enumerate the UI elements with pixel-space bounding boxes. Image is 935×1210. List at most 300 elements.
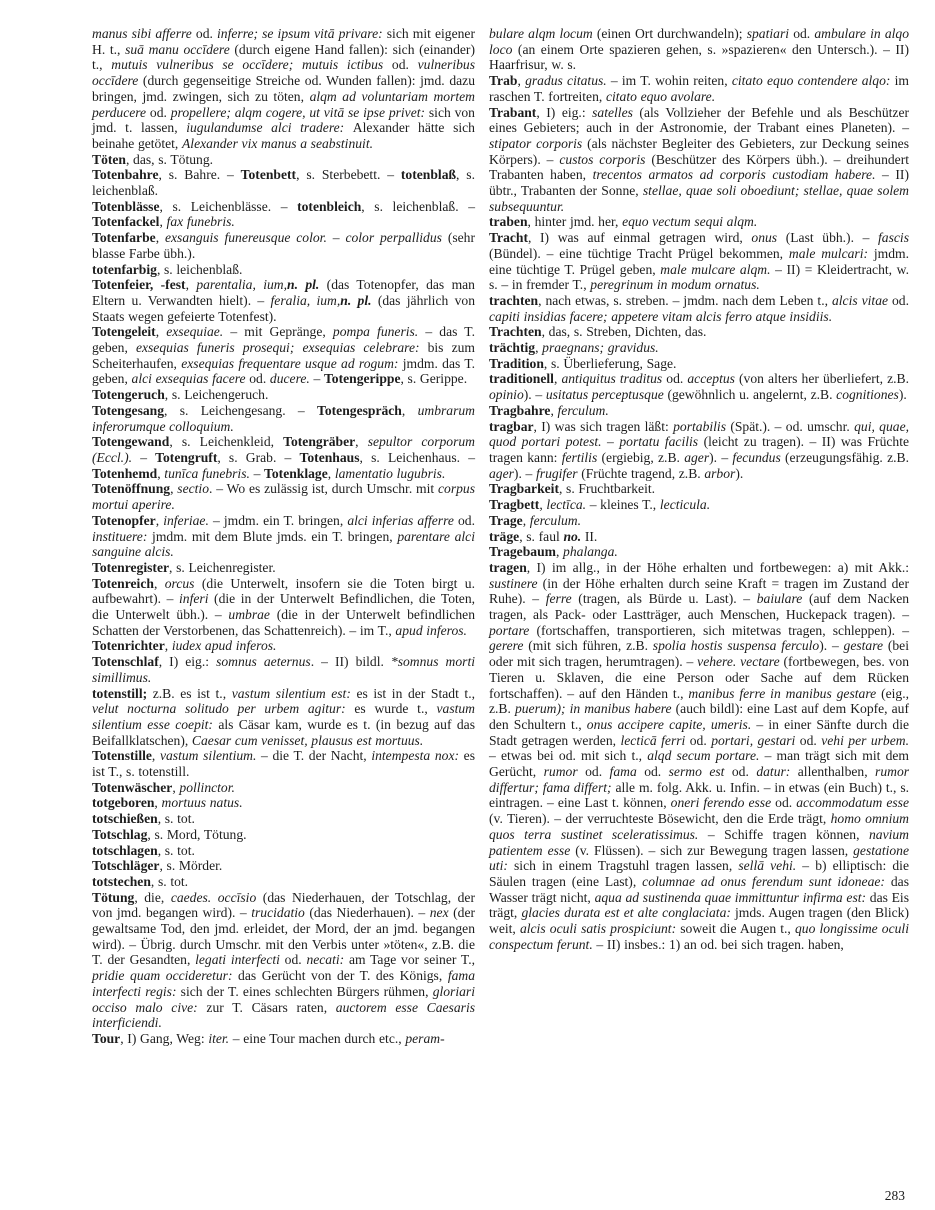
entry-text: citato equo contendere alqo: (731, 73, 895, 89)
dictionary-entry (92, 638, 475, 654)
dictionary-entry (92, 513, 475, 560)
entry-text: stellae, quae soli oboediunt; stellae, quae solem subsequuntur. (489, 183, 909, 214)
headword: Totenregister (92, 559, 170, 575)
entry-text: pridie quam occideretur: (92, 968, 239, 984)
headword: traben (489, 214, 528, 230)
entry-text: , (164, 638, 172, 654)
entry-text: , das, s. Streben, Dichten, das. (541, 324, 707, 340)
entry-text: legati interfecti (195, 952, 285, 968)
entry-text: – II) insbes.: 1) an od. bei sich tragen. haben, (596, 936, 844, 952)
entry-text: datur: (756, 764, 798, 780)
dictionary-entry (92, 262, 475, 278)
entry-text: caedes. occīsio (170, 889, 263, 905)
dictionary-entry (92, 403, 475, 434)
entry-text: (an einem Orte spazieren gehen, s. »spazieren« den Untersch.). – II) Haarfrisur, w. s. (489, 41, 909, 73)
dictionary-entry (92, 795, 475, 811)
entry-text: , (555, 544, 564, 560)
entry-text: sich der T. eines schlechten Bürgers rühmen, (180, 983, 433, 999)
dictionary-entry (489, 73, 909, 104)
entry-text: umbrarum inferorumque colloquium. (92, 402, 475, 434)
headword: Totenhemd (92, 465, 158, 481)
entry-text: od. (666, 371, 688, 387)
dictionary-entry (92, 811, 475, 827)
entry-text: vulneribus occīdere (92, 57, 475, 89)
entry-text: , die, (134, 889, 171, 905)
headword: Tragbarkeit (489, 481, 559, 497)
entry-text: cognitiones (836, 387, 899, 403)
entry-text: – kleines T., (589, 497, 660, 513)
entry-text: ). – (523, 387, 546, 403)
entry-text: oneri ferendo esse (670, 795, 776, 811)
entry-text: fertilis (561, 449, 602, 465)
entry-text: rumor (543, 764, 586, 780)
entry-text: (v. Tieren). – der verruchteste Bösewicht, den die Erde trägt, (489, 811, 831, 827)
entry-text: (durch eigene Hand fallen): sich (einander) t., (92, 41, 475, 73)
dictionary-entry (92, 686, 475, 749)
headword: Tötung (92, 889, 135, 905)
entry-text: gloriari occiso malo cive: (92, 983, 475, 1015)
entry-text: – etwas bei od. mit sich t., (489, 748, 648, 764)
entry-text: II. (584, 528, 598, 544)
headword: Trage (489, 512, 523, 528)
entry-text: , (155, 324, 167, 340)
dictionary-entry (92, 434, 475, 481)
entry-text: – b) elliptisch: die Säulen tragen (eine Last), (489, 858, 909, 889)
entry-text: (erzeugungsfähig. z.B. (785, 449, 909, 465)
headword: Trachten (489, 324, 542, 340)
entry-text: od. (644, 764, 669, 780)
entry-text: tunīca funebris. (164, 465, 254, 481)
dictionary-entry (489, 371, 909, 402)
entry-text: – das T. geben, (92, 324, 475, 356)
entry-text: antiquitus traditus (561, 371, 667, 387)
entry-text: , (151, 748, 160, 764)
entry-text: satelles (592, 104, 640, 120)
entry-text: (Beschützer des Körpers übh.). – dreihundert Trabanten haben, (489, 151, 909, 183)
entry-text: es ist in der Stadt t., (356, 685, 476, 701)
entry-text: male mulcare alqm. (660, 261, 776, 277)
entry-text: (das Niederhauen). – (309, 905, 430, 921)
headword: Totschlag (92, 826, 148, 842)
entry-text: (das jährlich von Staats wegen gefeierte Totenfest). (92, 292, 475, 324)
entry-text: , s. faul (519, 528, 564, 544)
entry-text: – die T. der Nacht, (261, 748, 372, 764)
headword: Tour (92, 1031, 121, 1046)
headword: Totenschlaf (92, 654, 159, 670)
dictionary-entry (92, 654, 475, 685)
entry-text: fama interfecti regis: (92, 968, 475, 999)
entry-text: puerum); in manibus habere (514, 701, 676, 717)
entry-text: es ist T., s. totenstill. (92, 748, 475, 780)
headword: Totschläger (92, 858, 160, 874)
headword: Trab (489, 73, 518, 89)
entry-text: (Bündel). – eine tüchtige Tracht Prügel bekommen, (489, 245, 789, 261)
dictionary-entry (92, 858, 475, 874)
dictionary-entry (92, 387, 475, 403)
entry-text: sustinere (489, 575, 543, 591)
entry-text: color perpallidus (345, 230, 448, 246)
entry-text: vehere. vectare (697, 654, 784, 670)
dictionary-entry (489, 513, 909, 529)
headword: Totenwäscher (92, 779, 173, 795)
headword: tragbar (489, 418, 534, 434)
dictionary-entry (489, 230, 909, 293)
entry-text: intempesta nox: (371, 748, 464, 764)
entry-text: orcus (164, 575, 202, 591)
entry-text: (in der Höhe erhalten durch seine Kraft = tragen im Zustand der Ruhe). – (489, 575, 909, 607)
entry-text: sich von jmd. t. lassen, (92, 104, 475, 136)
entry-text: auctorem esse Caesaris interficiendi. (92, 999, 476, 1031)
entry-text: iudex apud inferos. (171, 638, 277, 654)
entry-text: od. (391, 57, 418, 73)
entry-text: jmds. Augen tragen (den Blick) weit, (489, 905, 909, 937)
headword: Totengräber (283, 434, 356, 450)
entry-text: , (155, 512, 164, 528)
entry-text: sich in einem Tragstuhl tragen lassen, (514, 858, 739, 874)
entry-text: , s. Mord, Tötung. (147, 826, 247, 842)
entry-text: fax funebris. (166, 214, 235, 230)
text-column-right (489, 26, 909, 1047)
entry-text: – (313, 371, 324, 387)
entry-text: im raschen T. fortreiten, (489, 73, 909, 104)
entry-text: inferre; se ipsum vitā privare: (217, 26, 387, 41)
entry-text: baiulare (756, 591, 809, 607)
entry-text: frugifer (536, 465, 582, 481)
dictionary-entry (92, 324, 475, 387)
entry-text: – (253, 465, 265, 481)
entry-text: lamentatio lugubris. (334, 465, 446, 481)
dictionary-entry (489, 356, 909, 372)
entry-text: sermo est (668, 764, 732, 780)
entry-text: , I) eig.: (158, 654, 217, 670)
entry-text: accommodatum esse (796, 795, 909, 811)
entry-text: , s. tot. (157, 842, 195, 858)
entry-text: – eine Tour machen durch etc., (232, 1031, 406, 1046)
entry-text: portare (489, 622, 537, 638)
entry-text: . – II) bildl. (310, 654, 391, 670)
entry-text: sich mit eigener H. t., (92, 26, 475, 57)
entry-text: spolia hostis suspensa ferculo (652, 638, 820, 654)
headword: n. pl. (340, 292, 378, 308)
entry-text: (das Niederhauen, der Totschlag, der von jmd. begangen wird). – (92, 889, 475, 921)
entry-text: od. (793, 26, 815, 41)
dictionary-entry (92, 827, 475, 843)
entry-text: (auf dem Nacken tragen, als Pack- oder Lastträger, auch Menschen, Huckepack tragen). – (489, 591, 910, 623)
entry-text: , s. Leichengesang. – (164, 402, 318, 418)
entry-text: , (154, 795, 162, 811)
headword: träge (489, 528, 520, 544)
entry-text: inferiae. (163, 512, 213, 528)
dictionary-entry (92, 576, 475, 639)
entry-text: Alexander vix manus a seabstinuit. (182, 135, 373, 151)
entry-text: exsequias funeris prosequi; exsequias celebrare: (135, 340, 428, 356)
entry-text: portatu facilis (619, 434, 704, 450)
dictionary-entry (489, 529, 909, 545)
entry-text: ferculum. (557, 402, 609, 418)
headword: Totenrichter (92, 638, 165, 654)
headword: Totenbett (240, 167, 297, 183)
entry-text: alqd secum portare. (647, 748, 765, 764)
entry-text: mutuis vulneribus se occīdere; mutuis ictibus (111, 57, 392, 73)
headword: Tradition (489, 355, 544, 371)
headword: totstechen (92, 873, 151, 889)
dictionary-entry (92, 874, 475, 890)
entry-text: (Spät.). – od. umschr. (730, 418, 855, 434)
entry-text: , s. Grab. – (217, 449, 300, 465)
entry-text: , (550, 402, 558, 418)
entry-text: apud inferos. (395, 622, 467, 638)
entry-text: als Cäsar kam, wurde es t. (in bezug auf das Beifallklatschen), (92, 716, 475, 748)
entry-text: equo vectum sequi alqm. (622, 214, 758, 230)
entry-text: – in einer Sänfte durch die Stadt getragen werden, (489, 716, 910, 748)
entry-text: custos corporis (559, 151, 652, 167)
headword: Totengerippe (323, 371, 401, 387)
entry-text: , s. leichenblaß. – (361, 198, 475, 214)
entry-text: jmdm. mit dem Blute jmds. ein T. bringen, (152, 528, 398, 544)
dictionary-entry (92, 560, 475, 576)
entry-text: alci inferias afferre (347, 512, 458, 528)
entry-text: , (170, 481, 178, 497)
entry-text: – man trägt sich mit dem Gerücht, (489, 748, 909, 780)
dictionary-entry (92, 26, 475, 152)
entry-text: lectīca. (546, 497, 590, 513)
entry-text: od. (799, 732, 822, 748)
dictionary-entry (92, 230, 475, 261)
entry-text: , (535, 340, 543, 356)
entry-text: parentare alci sanguine alcis. (92, 528, 475, 560)
entry-text: ager (489, 465, 514, 481)
entry-text: (die Unterwelt, insofern sie die Toten birgt u. aufbewahrt). – (92, 575, 475, 607)
entry-text: quo longissime oculi conspectum ferunt. (489, 921, 909, 952)
dictionary-entry (489, 419, 909, 482)
entry-text: , (553, 371, 562, 387)
entry-text: od. (731, 764, 757, 780)
entry-text: , I) im allg., in der Höhe erhalten und fortbewegen: a) mit Akk.: (526, 559, 909, 575)
headword: no. (563, 528, 585, 544)
entry-text: – (140, 449, 156, 465)
entry-text: (auch bildl): eine Last auf dem Kopfe, auf den Schultern t., (489, 701, 909, 732)
entry-text: ferculum. (529, 512, 582, 528)
headword: Totenstille (92, 748, 152, 764)
entry-text: das Wasser trägt nicht, (489, 873, 909, 905)
entry-text: , (517, 73, 526, 89)
dictionary-entry (489, 497, 909, 513)
entry-text: , (355, 434, 368, 450)
entry-text: instituere: (92, 528, 153, 544)
headword: totenbleich (297, 198, 362, 214)
headword: Totengesang (92, 402, 165, 418)
entry-text: gestare (843, 638, 888, 654)
entry-text: soweit die Augen t., (680, 921, 795, 937)
headword: totenblaß (400, 167, 457, 183)
headword: trachten (489, 292, 539, 308)
headword: Totenbahre (92, 167, 159, 183)
entry-text: , (522, 512, 530, 528)
entry-text: (v. Flüssen). – sich zur Bewegung tragen lassen, (575, 842, 854, 858)
entry-text: exsanguis funereusque color. (164, 230, 333, 246)
entry-text: ). (898, 387, 907, 403)
entry-text: , (185, 277, 197, 293)
dictionary-entry (92, 890, 475, 1031)
entry-text: , s. Bahre. – (158, 167, 241, 183)
entry-text: – II) übtr., Trabanten der Sonne, (489, 167, 909, 199)
dictionary-entry (489, 26, 909, 73)
dictionary-entry (92, 277, 475, 324)
entry-text: phalanga. (563, 544, 618, 560)
entry-text: , (155, 230, 165, 246)
headword: Totenfarbe (92, 230, 156, 246)
entry-text: (fortbewegen, bes. von Tieren u. Sklaven, die eine Person oder Sache auf dem Rücken fortschaffen). – auf den Händen t., (489, 654, 909, 701)
entry-text: alcis vitae (831, 292, 892, 308)
entry-text: (das Totenopfer, das man Eltern u. Verwandten hielt). – (92, 277, 475, 308)
entry-text: fama (609, 764, 645, 780)
headword: Totengeleit (92, 324, 156, 340)
entry-text: ambulare in alqo loco (489, 26, 909, 57)
headword: Totenfackel (92, 214, 160, 230)
entry-text: spatiari (746, 26, 794, 41)
headword: Totengewand (92, 434, 170, 450)
entry-text: portari, gestari (711, 732, 800, 748)
entry-text: vastum silentium. (159, 748, 262, 764)
entry-text: – jmdm. ein T. bringen, (212, 512, 348, 528)
headword: Totenöffnung (92, 481, 171, 497)
entry-text: vastum silentium est: (231, 685, 357, 701)
entry-text: od. (458, 512, 475, 528)
entry-text: somnus aeternus (216, 654, 311, 670)
entry-text: (die in der Unterwelt befindlichen Schatten der Verstorbenen, das Schattenreich). – im T., (92, 607, 476, 638)
dictionary-entry (489, 481, 909, 497)
entry-text: vastum silentium esse coepit: (92, 701, 475, 732)
entry-text: , s. Leichenregister. (169, 559, 276, 575)
entry-text: z.B. es ist t., (147, 685, 232, 701)
dictionary-entry (489, 560, 909, 953)
entry-text: (ergiebig, z.B. (601, 449, 685, 465)
entry-text: , (153, 575, 165, 591)
entry-text: ). – (709, 449, 733, 465)
entry-text: bis zum Scheiterhaufen, (92, 340, 475, 371)
entry-text: corpus mortui aperire. (92, 481, 475, 513)
entry-text: suā manu occīdere (125, 41, 235, 57)
headword: totschlagen (92, 842, 158, 858)
entry-text: , s. Sterbebett. – (296, 167, 401, 183)
entry-text: acceptus (687, 371, 740, 387)
entry-text: pompa funeris. (332, 324, 426, 340)
entry-text: ferre (545, 591, 579, 607)
entry-text: fascis (878, 230, 909, 246)
entry-text: sellā vehi. (738, 858, 803, 874)
entry-text: navium patientem esse (489, 826, 909, 858)
entry-text: , (159, 214, 167, 230)
entry-text: , s. Leichenblässe. – (159, 198, 298, 214)
entry-text: od. (195, 26, 218, 41)
entry-text: das Eis trägt, (489, 889, 909, 921)
entry-text: (einen Ort durchwandeln); (596, 26, 747, 41)
entry-text: od. (892, 292, 909, 308)
entry-text: – mit Gepränge, (230, 324, 333, 340)
entry-text: , s. Leichenkleid, (169, 434, 284, 450)
entry-text: exsequias frequentare usque ad rogum: (181, 355, 403, 371)
entry-text: parentalia, ium, (196, 277, 288, 293)
entry-text: (gewöhnlich u. angelernt, z.B. (667, 387, 837, 403)
headword: Totenblässe (92, 198, 160, 214)
entry-text: ducere. (269, 371, 314, 387)
entry-text: nex (429, 905, 454, 921)
entry-text: (leicht zu tragen). – II) was Früchte tragen kann: (489, 434, 910, 465)
headword: Totengespräch (317, 402, 402, 418)
entry-text: (sehr blasse Farbe übh.). (92, 230, 476, 261)
entry-text: , (327, 465, 335, 481)
entry-text: trucidatio (251, 905, 310, 921)
entry-text: peregrinum in modum ornatus. (590, 277, 760, 293)
entry-text: alci exsequias facere (131, 371, 250, 387)
entry-text: vehi per urbem. (821, 732, 909, 748)
dictionary-entry (92, 167, 475, 198)
dictionary-entry (489, 324, 909, 340)
entry-text: , s. tot. (157, 811, 195, 827)
entry-text: glacies durata est et alte conglaciata: (521, 905, 736, 921)
entry-text: jmdm. das T. geben, (92, 355, 476, 387)
entry-text: , s. leichenblaß. (156, 261, 243, 277)
entry-text: od. (284, 952, 307, 968)
headword: totenstill; (92, 685, 148, 701)
entry-text: , s. Leichengeruch. (164, 387, 269, 403)
entry-text: propellere; alqm cogere, ut vitā se ipse privet: (170, 104, 429, 120)
entry-text: (von alters her überliefert, z.B. (739, 371, 909, 387)
headword: tragen (489, 559, 527, 575)
entry-text: ). – (513, 465, 536, 481)
headword: Tragbahre (489, 402, 551, 418)
entry-text: sepultor corporum (Eccl.). (92, 434, 475, 465)
dictionary-entry (489, 340, 909, 356)
entry-text: zur T. Cäsars raten, (206, 999, 336, 1015)
dictionary-entry (489, 214, 909, 230)
entry-text: fecundus (732, 449, 786, 465)
entry-text: , s. leichenblaß. (92, 167, 475, 199)
headword: traditionell (489, 371, 554, 387)
entry-text: qui, quae, quod portari potest. (489, 418, 910, 450)
entry-text: (als Vollzieher der Befehle und als Beschützer eines Gebieters; auch in der Astronomie, der Trabant eines Planeten). – (489, 104, 909, 136)
headword: Totengeruch (92, 387, 165, 403)
text-column-left (92, 26, 475, 1047)
entry-text: lecticā ferri (620, 732, 690, 748)
entry-text: peram- (405, 1031, 445, 1046)
headword: totschießen (92, 811, 158, 827)
entry-text: ). (735, 465, 744, 481)
entry-text: , I) was auf einmal getragen wird, (528, 230, 752, 246)
headword: Totenfeier, -fest (92, 277, 186, 293)
entry-text: allenthalben, (797, 764, 876, 780)
headword: Tracht (489, 230, 529, 246)
dictionary-entry (489, 403, 909, 419)
dictionary-entry (92, 1031, 475, 1047)
headword: Totenhaus (299, 449, 360, 465)
entry-text: , s. tot. (150, 873, 189, 889)
entry-text: (der gewaltsame Tod, den jmd. erleidet, der Mord, der an jmd. begangen wird). – Übrig. durch Umschr. mit den Verbis unter »töten«, z.B. die T. der Gesandten, (92, 905, 476, 968)
entry-text: Caesar cum venisset, plausus est mortuus. (191, 732, 424, 748)
entry-text: mortuus natus. (161, 795, 243, 811)
entry-text: am Tage vor seiner T., (348, 952, 476, 968)
entry-text: Alexander hätte sich beinahe getötet, (92, 120, 475, 151)
entry-text: *somnus morti simillimus. (92, 654, 475, 685)
entry-text: (Früchte tragend, z.B. (581, 465, 705, 481)
entry-text: – II) = Kleidertracht, w. s. – in fremder T., (489, 261, 910, 293)
entry-text: manus sibi afferre (92, 26, 196, 41)
headword: Trabant (489, 104, 537, 120)
entry-text: (als nächster Begleiter des Gebieters, zur Deckung seines Körpers). – (489, 135, 910, 167)
headword: Töten (92, 151, 126, 167)
entry-text: lecticula. (659, 497, 711, 513)
entry-text: , hinter jmd. her, (527, 214, 623, 230)
